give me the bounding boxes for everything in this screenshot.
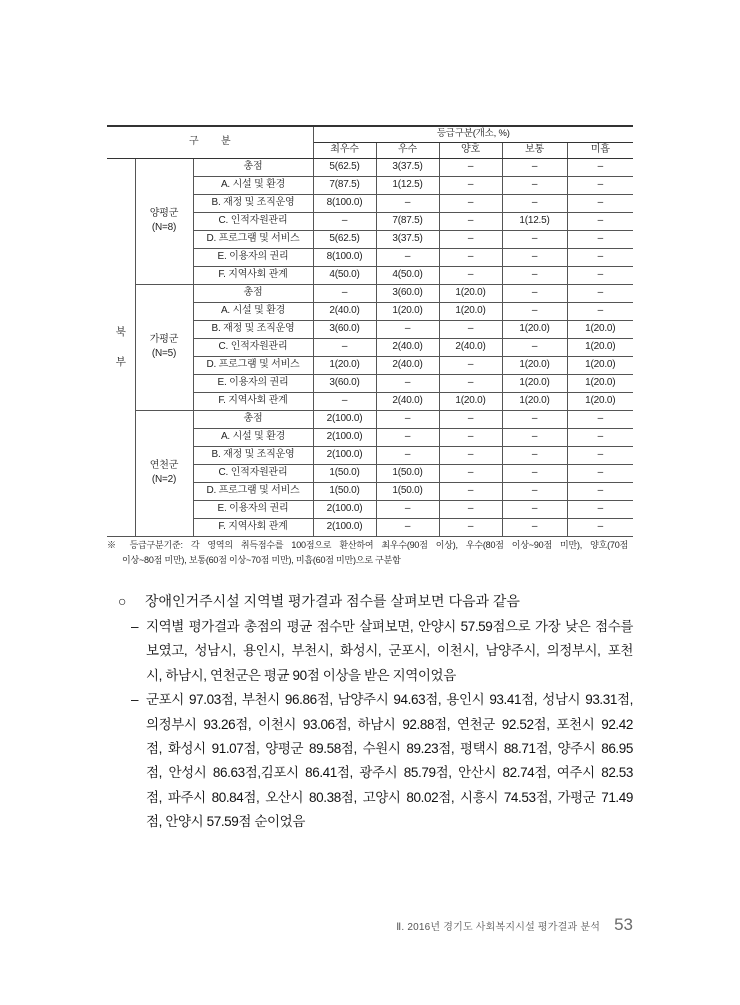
table-footnote [107, 538, 628, 568]
item-label: C. 인적자원관리 [193, 212, 313, 230]
group-count: (N=5) [151, 348, 177, 359]
grade-header-excellent: 우수 [376, 142, 439, 158]
grade-value: 1(20.0) [567, 392, 633, 410]
grade-value: 1(20.0) [567, 356, 633, 374]
grade-value: – [502, 410, 567, 428]
page-number: 53 [614, 915, 633, 934]
grade-value: 2(100.0) [313, 518, 376, 536]
grade-value: – [502, 500, 567, 518]
grade-value: – [439, 212, 502, 230]
region-char: 부 [115, 356, 126, 368]
grade-value: – [439, 482, 502, 500]
grade-value: – [439, 266, 502, 284]
grade-value: – [567, 500, 633, 518]
grade-value: – [502, 338, 567, 356]
grade-value: – [502, 194, 567, 212]
grade-header-best: 최우수 [313, 142, 376, 158]
item-label: F. 지역사회 관계 [193, 518, 313, 536]
group-name: 연천군 [149, 460, 179, 471]
grade-value: – [567, 482, 633, 500]
grade-value: 3(60.0) [313, 374, 376, 392]
paragraph-line: 점, 안양시 57.59점 순이었음 [146, 814, 305, 830]
grade-value: – [313, 338, 376, 356]
grade-value: 3(60.0) [313, 320, 376, 338]
grade-value: – [567, 410, 633, 428]
grade-value: – [502, 248, 567, 266]
grade-value: – [567, 212, 633, 230]
grade-value: 1(50.0) [313, 482, 376, 500]
grade-value: – [439, 410, 502, 428]
grade-value: 5(62.5) [313, 158, 376, 176]
group-name: 가평군 [149, 334, 179, 345]
grade-value: – [567, 518, 633, 536]
grade-value: 2(40.0) [439, 338, 502, 356]
group-count: (N=8) [151, 222, 177, 233]
grade-value: 2(40.0) [376, 392, 439, 410]
group-cell-gapyeong [135, 284, 193, 410]
detail-paragraph-ranking [131, 688, 633, 834]
grade-value: 1(12.5) [502, 212, 567, 230]
grade-value: – [567, 158, 633, 176]
grade-value: 2(40.0) [313, 302, 376, 320]
grade-value: – [439, 158, 502, 176]
grade-value: – [376, 410, 439, 428]
grade-value: – [439, 176, 502, 194]
grade-value: – [502, 464, 567, 482]
grade-value: 2(100.0) [313, 500, 376, 518]
grade-value: 1(20.0) [567, 338, 633, 356]
summary-bullet [118, 591, 633, 611]
grade-value: 3(37.5) [376, 230, 439, 248]
grade-value: 1(20.0) [502, 374, 567, 392]
grade-value: – [376, 428, 439, 446]
group-count: (N=2) [151, 474, 177, 485]
grade-value: 1(20.0) [567, 374, 633, 392]
grade-value: 2(100.0) [313, 446, 376, 464]
grade-value: – [376, 320, 439, 338]
grade-value: – [502, 284, 567, 302]
item-label: B. 재정 및 조직운영 [193, 194, 313, 212]
grade-value: – [439, 374, 502, 392]
region-char: 북 [115, 326, 126, 338]
grade-value: – [439, 428, 502, 446]
paragraph-line: 의정부시 93.26점, 이천시 93.06점, 하남시 92.88점, 연천군 92.52점, 포천시 92.42 [146, 716, 633, 732]
item-label: C. 인적자원관리 [193, 338, 313, 356]
grade-value: – [502, 158, 567, 176]
grade-value: – [502, 482, 567, 500]
paragraph-line: 보였고, 성남시, 용인시, 부천시, 화성시, 군포시, 이천시, 남양주시, 의정부시, 포천 [146, 643, 633, 659]
grade-value: 8(100.0) [313, 248, 376, 266]
grade-value: – [439, 248, 502, 266]
footer-section-title: Ⅱ. 2016년 경기도 사회복지시설 평가결과 분석 [396, 922, 601, 933]
grade-value: 2(100.0) [313, 410, 376, 428]
summary-heading: 장애인거주시설 지역별 평가결과 점수를 살펴보면 다음과 같음 [145, 593, 520, 609]
paragraph-line: 군포시 97.03점, 부천시 96.86점, 남양주시 94.63점, 용인시 93.41점, 성남시 93.31점, [146, 692, 633, 708]
footnote-line: ※ 등급구분기준: 각 영역의 취득점수를 100점으로 환산하여 최우수(90점 이상), 우수(80점 이상~90점 미만), 양호(70점 [107, 540, 628, 550]
item-label: E. 이용자의 권리 [193, 374, 313, 392]
grade-value: 1(20.0) [502, 320, 567, 338]
grade-value: 2(100.0) [313, 428, 376, 446]
grade-value: – [439, 230, 502, 248]
grade-value: – [502, 428, 567, 446]
grade-value: – [502, 230, 567, 248]
detail-paragraph-average [131, 615, 633, 688]
item-label: 총점 [193, 158, 313, 176]
item-label: A. 시설 및 환경 [193, 428, 313, 446]
grade-value: 4(50.0) [313, 266, 376, 284]
grade-value: – [567, 248, 633, 266]
grade-value: – [376, 518, 439, 536]
item-label: D. 프로그램 및 서비스 [193, 230, 313, 248]
item-label: A. 시설 및 환경 [193, 176, 313, 194]
grade-value: – [502, 266, 567, 284]
item-label: D. 프로그램 및 서비스 [193, 356, 313, 374]
group-cell-yangpyeong [135, 158, 193, 284]
paragraph-line: 점, 화성시 91.07점, 양평군 89.58점, 수원시 89.23점, 평택시 88.71점, 양주시 86.95 [146, 741, 633, 757]
grade-header-good: 양호 [439, 142, 502, 158]
grade-value: – [567, 230, 633, 248]
grade-value: 3(60.0) [376, 284, 439, 302]
grade-value: 3(37.5) [376, 158, 439, 176]
grade-value: 1(20.0) [439, 392, 502, 410]
grade-value: 7(87.5) [376, 212, 439, 230]
item-label: A. 시설 및 환경 [193, 302, 313, 320]
footnote-line: 이상~80점 미만), 보통(60점 이상~70점 미만), 미흡(60점 미만)으로 구분함 [122, 555, 401, 565]
grade-value: – [567, 428, 633, 446]
item-label: F. 지역사회 관계 [193, 266, 313, 284]
page-footer [396, 915, 633, 935]
grade-value: – [567, 464, 633, 482]
region-label-north [107, 158, 135, 536]
grade-value: 1(50.0) [376, 464, 439, 482]
grade-value: 1(20.0) [313, 356, 376, 374]
grade-value: 1(20.0) [502, 392, 567, 410]
item-label: E. 이용자의 권리 [193, 248, 313, 266]
grade-table [107, 125, 633, 537]
dash-marker: – [131, 619, 139, 634]
grade-value: – [567, 446, 633, 464]
grade-value: 1(50.0) [313, 464, 376, 482]
grade-value: – [376, 248, 439, 266]
grade-value: 2(40.0) [376, 338, 439, 356]
item-label: B. 재정 및 조직운영 [193, 446, 313, 464]
grade-value: – [439, 356, 502, 374]
grade-value: – [376, 374, 439, 392]
grade-value: 1(20.0) [502, 356, 567, 374]
grade-value: 1(20.0) [439, 284, 502, 302]
grade-value: 1(20.0) [376, 302, 439, 320]
grade-value: – [567, 284, 633, 302]
item-label: 총점 [193, 284, 313, 302]
item-label: E. 이용자의 권리 [193, 500, 313, 518]
grade-value: – [439, 320, 502, 338]
grade-value: – [313, 284, 376, 302]
item-label: B. 재정 및 조직운영 [193, 320, 313, 338]
paragraph-line: 점, 파주시 80.84점, 오산시 80.38점, 고양시 80.02점, 시흥시 74.53점, 가평군 71.49 [146, 789, 633, 805]
grade-value: – [502, 302, 567, 320]
grade-value: – [439, 518, 502, 536]
paragraph-line: 시, 하남시, 연천군은 평균 90점 이상을 받은 지역이었음 [146, 667, 456, 683]
grade-value: – [313, 392, 376, 410]
grade-value: – [439, 446, 502, 464]
grade-value: – [502, 446, 567, 464]
grade-value: 8(100.0) [313, 194, 376, 212]
circle-bullet-icon: ○ [118, 593, 127, 609]
grade-value: – [376, 194, 439, 212]
grade-value: 4(50.0) [376, 266, 439, 284]
grade-value: – [567, 176, 633, 194]
item-label: 총점 [193, 410, 313, 428]
grade-header-average: 보통 [502, 142, 567, 158]
item-label: F. 지역사회 관계 [193, 392, 313, 410]
grade-value: – [439, 500, 502, 518]
group-cell-yeoncheon [135, 410, 193, 536]
category-header: 구 분 [107, 126, 313, 158]
grade-value: – [439, 194, 502, 212]
grade-value: – [376, 446, 439, 464]
detail-paragraphs [131, 615, 633, 835]
grade-value: – [567, 194, 633, 212]
item-label: D. 프로그램 및 서비스 [193, 482, 313, 500]
grade-value: – [439, 464, 502, 482]
grade-value: 1(20.0) [567, 320, 633, 338]
grade-value: 5(62.5) [313, 230, 376, 248]
grade-value: – [376, 500, 439, 518]
grade-value: – [502, 518, 567, 536]
grade-value: 1(20.0) [439, 302, 502, 320]
paragraph-line: 지역별 평가결과 총점의 평균 점수만 살펴보면, 안양시 57.59점으로 가장 낮은 점수를 [146, 619, 633, 634]
grade-value: – [502, 176, 567, 194]
grade-header-insufficient: 미흡 [567, 142, 633, 158]
group-name: 양평군 [149, 208, 179, 219]
grade-value: 1(12.5) [376, 176, 439, 194]
item-label: C. 인적자원관리 [193, 464, 313, 482]
grade-value: – [567, 266, 633, 284]
grade-value: 7(87.5) [313, 176, 376, 194]
paragraph-line: 점, 안성시 86.63점,김포시 86.41점, 광주시 85.79점, 안산시 82.74점, 여주시 82.53 [146, 765, 633, 781]
dash-marker: – [131, 692, 139, 708]
grade-value: – [567, 302, 633, 320]
grade-group-header: 등급구분(개소, %) [313, 126, 633, 142]
grade-value: 2(40.0) [376, 356, 439, 374]
grade-value: – [313, 212, 376, 230]
grade-value: 1(50.0) [376, 482, 439, 500]
